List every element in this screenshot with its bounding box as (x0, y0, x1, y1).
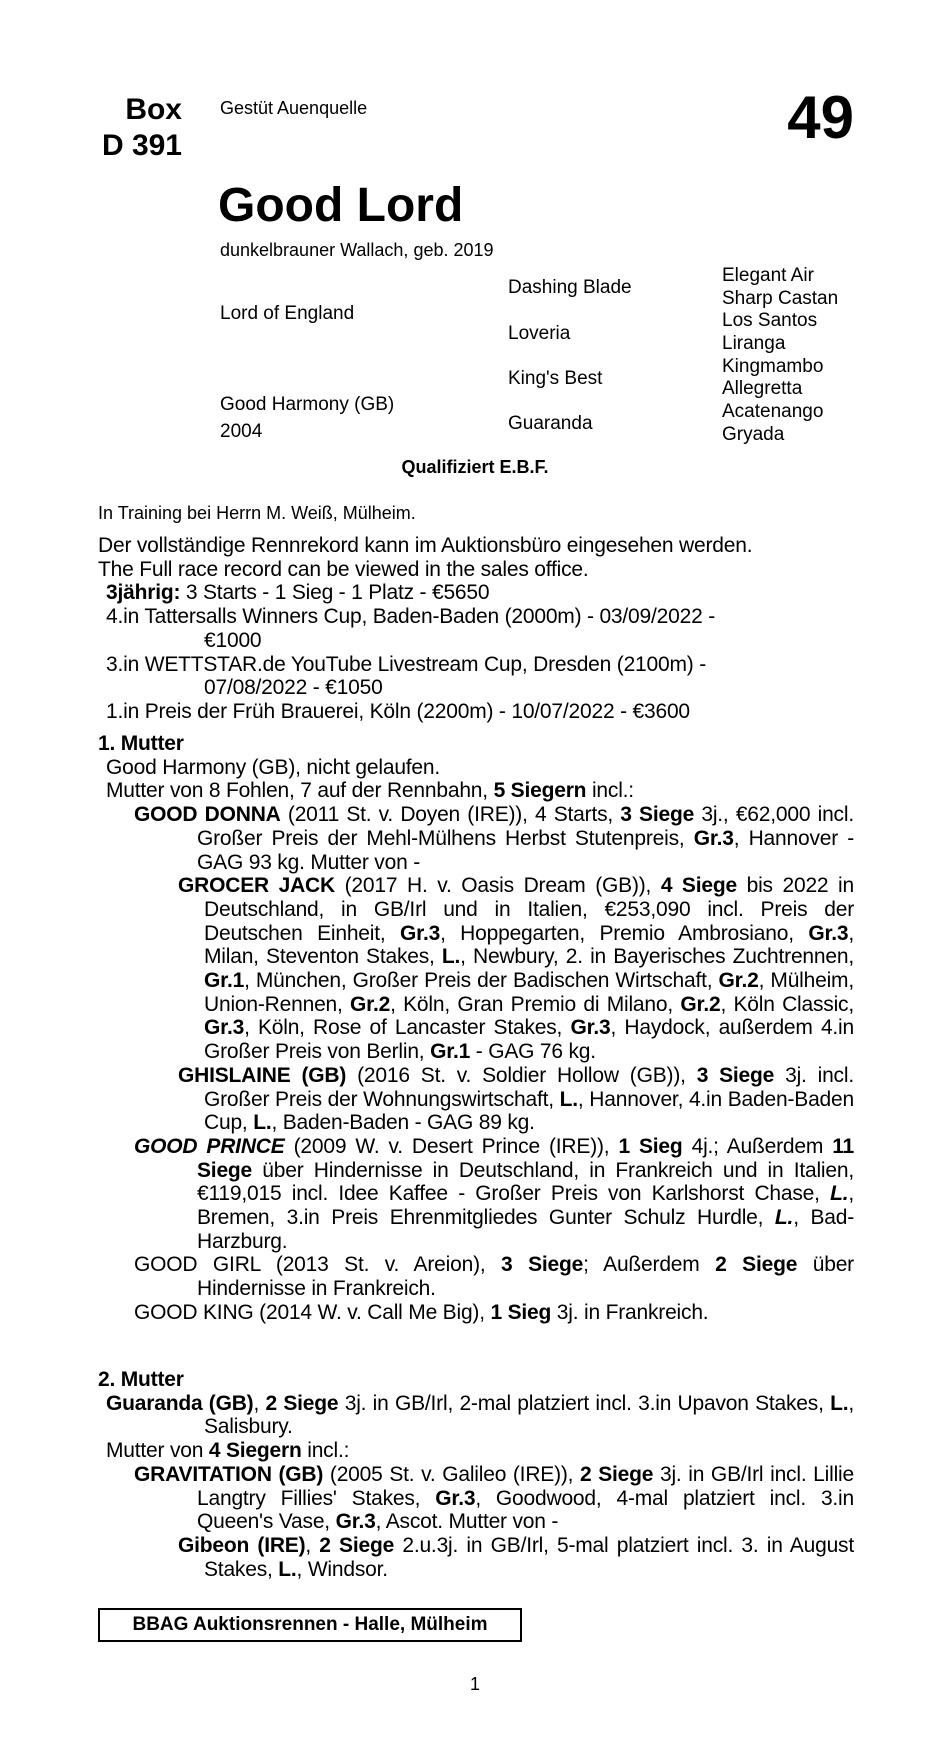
pedigree-sire-dam: Loveria (508, 323, 571, 344)
text: 3j. in Frankreich. (551, 1300, 709, 1324)
text: (2011 St. v. Doyen (IRE)), 4 Starts, (280, 803, 621, 827)
dam2-line2b: 4 Siegern (208, 1439, 302, 1463)
dam1-line2 (98, 779, 854, 803)
text: , (253, 1391, 266, 1415)
text: 3j. in GB/Irl incl. Lillie Langtry Fillies' Stakes, (197, 1462, 854, 1510)
race-result-1a: 4.in Tattersalls Winners Cup, Baden-Baden (2000m) - 03/09/2022 - (106, 605, 715, 629)
bold: Gr.3 (204, 1016, 245, 1040)
entry-name: Guaranda (GB) (106, 1391, 254, 1415)
box-line-1: Box (125, 93, 182, 126)
entry-good-girl (98, 1253, 854, 1300)
bold: Gr.2 (680, 992, 721, 1016)
bold: L. (559, 1087, 578, 1111)
text: (2009 W. v. Desert Prince (IRE)), (284, 1134, 619, 1158)
text: - GAG 76 kg. (470, 1040, 596, 1064)
entry-good-king (98, 1301, 854, 1325)
race-record-note-de: Der vollständige Rennrekord kann im Auktionsbüro eingesehen werden. (98, 534, 753, 557)
entry-good-donna (98, 803, 854, 874)
pedigree-g3-7: Acatenango (722, 401, 824, 422)
bold: Gr.3 (335, 1510, 376, 1534)
entry-name: GRAVITATION (GB) (134, 1462, 324, 1486)
text: GOOD GIRL (2013 St. v. Areion), (134, 1253, 502, 1277)
entry-name: GOOD DONNA (134, 803, 281, 827)
dam1-section (98, 732, 854, 1325)
text: , München, Großer Preis der Badischen Wirtschaft, (244, 969, 719, 993)
entry-good-prince (98, 1135, 854, 1254)
text: , Hoppegarten, Premio Ambrosiano, (440, 921, 809, 945)
bold: Gr.3 (570, 1016, 611, 1040)
text: , Salisbury. (204, 1391, 854, 1439)
pedigree-g3-5: Kingmambo (722, 356, 824, 377)
text: (2017 H. v. Oasis Dream (GB)), (335, 874, 661, 898)
pedigree-dam-year: 2004 (220, 421, 263, 442)
pedigree-sire: Lord of England (220, 303, 355, 324)
pedigree-sire-sire: Dashing Blade (508, 277, 632, 298)
bold: Gr.1 (204, 969, 245, 993)
text: 3j. in GB/Irl, 2-mal platziert incl. 3.in Upavon Stakes, (338, 1391, 831, 1415)
pedigree-dam: Good Harmony (GB) (220, 394, 395, 415)
text: ; Außerdem (583, 1253, 716, 1277)
dam1-line2b: 5 Siegern (493, 779, 587, 803)
text: 3j. incl. Großer Preis der Wohnungswirtschaft, (204, 1063, 854, 1111)
bold: L. (441, 945, 461, 969)
entry-name: Gibeon (IRE) (178, 1533, 306, 1557)
dam1-heading: 1. Mutter (98, 732, 184, 755)
dam2-line2 (98, 1439, 854, 1463)
dam2-section (98, 1368, 854, 1581)
dam1-line1: Good Harmony (GB), nicht gelaufen. (106, 755, 441, 779)
pedigree-g3-2: Sharp Castan (722, 288, 839, 309)
entry-gibeon (98, 1534, 854, 1581)
pedigree-dam-sire: King's Best (508, 368, 603, 389)
pedigree-g3-1: Elegant Air (722, 265, 814, 286)
dam2-heading: 2. Mutter (98, 1368, 184, 1391)
race-record (98, 534, 854, 724)
consignor: Gestüt Auenquelle (220, 98, 368, 118)
training-note: In Training bei Herrn M. Weiß, Mülheim. (98, 503, 416, 523)
pedigree-dam-dam: Guaranda (508, 413, 593, 434)
bold: 11 Siege (197, 1134, 854, 1182)
text: , Windsor. (296, 1557, 388, 1581)
bold: 2 Siege (715, 1253, 798, 1277)
text: 3j., €62,000 incl. Großer Preis der Mehl-Mülhens Herbst Stutenpreis, (197, 803, 854, 850)
entry-name: GOOD PRINCE (134, 1134, 285, 1158)
race-result-2b: 07/08/2022 - €1050 (204, 676, 383, 700)
bold: 2 Siege (319, 1533, 395, 1557)
text: , Baden-Baden - GAG 89 kg. (271, 1111, 535, 1135)
dam2-line2a: Mutter von (106, 1439, 209, 1463)
auction-race-box: BBAG Auktionsrennen - Halle, Mülheim (98, 1608, 522, 1642)
entry-gravitation (98, 1463, 854, 1534)
text: 2.u.3j. in GB/Irl, 5-mal platziert incl. 3. in August Stakes, (204, 1533, 854, 1581)
bold: Gr.3 (693, 826, 734, 850)
text: , Hannover, 4.in Baden-Baden Cup, (204, 1087, 854, 1135)
text: , Hannover - GAG 93 kg. Mutter von - (197, 826, 854, 874)
text: , Bremen, 3.in Preis Ehrenmitgliedes Gunter Schulz Hurdle, (197, 1182, 854, 1230)
bold: 3 Siege (501, 1253, 584, 1277)
bold: L. (774, 1206, 794, 1230)
text: , (305, 1533, 320, 1557)
bold: Gr.3 (808, 921, 849, 945)
pedigree-g3-3: Los Santos (722, 310, 818, 331)
bold: Gr.1 (430, 1040, 471, 1064)
race-record-note-en: The Full race record can be viewed in the sales office. (98, 557, 589, 581)
dam1-line2a: Mutter von 8 Fohlen, 7 auf der Rennbahn, (106, 779, 494, 803)
bold: 2 Siege (580, 1462, 654, 1486)
qualification: Qualifiziert E.B.F. (401, 457, 549, 477)
text: bis 2022 in Deutschland, in GB/Irl und in Italien, €253,090 incl. Preis der Deutschen Einheit, (204, 874, 854, 945)
box-label (90, 92, 182, 164)
race-summary-label: 3jährig: (106, 581, 181, 605)
bold: Gr.3 (400, 921, 441, 945)
text: , Milan, Steventon Stakes, (204, 921, 855, 969)
bold: L. (830, 1391, 849, 1415)
bold: L. (278, 1557, 297, 1581)
text: über Hindernisse in Deutschland, in Frankreich und in Italien, €119,015 incl. Idee Kaffee - Großer Preis von Karlshorst Chase, (197, 1158, 854, 1206)
box-line-2: D 391 (101, 129, 182, 162)
bold: L. (253, 1111, 272, 1135)
bold: 3 Siege (696, 1063, 775, 1087)
entry-ghislaine (98, 1064, 854, 1135)
entry-guaranda (98, 1392, 854, 1439)
bold: 1 Sieg (490, 1300, 552, 1324)
text: 4j.; Außerdem (682, 1134, 833, 1158)
entry-name: GHISLAINE (GB) (178, 1063, 347, 1087)
race-summary-text: 3 Starts - 1 Sieg - 1 Platz - €5650 (180, 581, 490, 605)
horse-description: dunkelbrauner Wallach, geb. 2019 (220, 240, 494, 260)
bold: Gr.2 (350, 992, 391, 1016)
entry-grocer-jack (98, 874, 854, 1064)
bold: 2 Siege (265, 1391, 339, 1415)
bold: L. (830, 1182, 849, 1206)
page-number: 1 (469, 1674, 480, 1694)
bold: Gr.2 (718, 969, 759, 993)
text: , Ascot. Mutter von - (375, 1510, 559, 1534)
text: , Köln, Rose of Lancaster Stakes, (244, 1016, 571, 1040)
race-result-3: 1.in Preis der Früh Brauerei, Köln (2200m) - 10/07/2022 - €3600 (106, 699, 690, 723)
text: , Köln Classic, (720, 992, 854, 1016)
text: , Bad-Harzburg. (197, 1206, 855, 1253)
text: (2016 St. v. Soldier Hollow (GB)), (346, 1063, 697, 1087)
dam1-line2c: incl.: (586, 779, 634, 803)
pedigree-g3-6: Allegretta (722, 378, 803, 399)
text: GOOD KING (2014 W. v. Call Me Big), (134, 1300, 491, 1324)
text: (2005 St. v. Galileo (IRE)), (323, 1462, 581, 1486)
pedigree-g3-8: Gryada (722, 424, 785, 445)
text: über Hindernisse in Frankreich. (197, 1253, 854, 1301)
bold: 4 Siege (660, 874, 737, 898)
text: , Mülheim, Union-Rennen, (204, 969, 854, 1016)
text: , Goodwood, 4-mal platziert incl. 3.in Queen's Vase, (197, 1486, 855, 1534)
dam2-line2c: incl.: (301, 1439, 350, 1463)
pedigree-g3-4: Liranga (722, 333, 786, 354)
race-result-1b: €1000 (204, 628, 262, 652)
horse-name: Good Lord (218, 179, 464, 232)
bold: 3 Siege (620, 803, 695, 827)
bold: Gr.3 (435, 1486, 476, 1510)
lot-number: 49 (787, 84, 854, 151)
text: , Haydock, außerdem 4.in Großer Preis von Berlin, (204, 1016, 854, 1064)
text: , Newbury, 2. in Bayerisches Zuchtrennen, (460, 945, 854, 969)
entry-name: GROCER JACK (178, 874, 335, 898)
race-summary (98, 581, 854, 605)
bold: 1 Sieg (618, 1134, 683, 1158)
race-result-2a: 3.in WETTSTAR.de YouTube Livestream Cup, Dresden (2100m) - (106, 652, 706, 676)
text: , Köln, Gran Premio di Milano, (390, 992, 681, 1016)
